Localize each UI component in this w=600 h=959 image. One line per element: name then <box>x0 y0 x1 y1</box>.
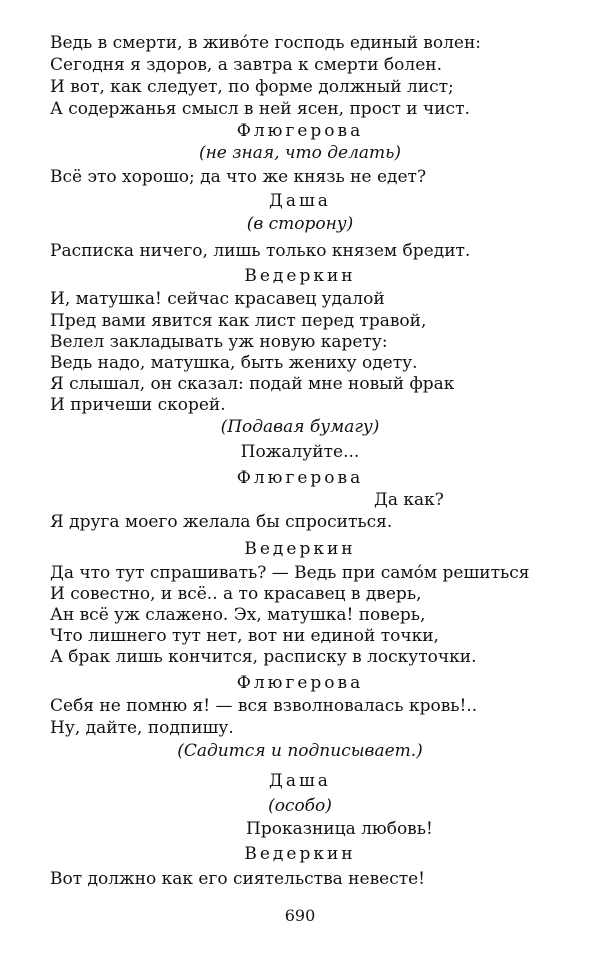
verse-line: Я друга моего желала бы спроситься. <box>50 512 393 532</box>
speaker-name: Ведеркин <box>244 539 356 559</box>
verse-line: Расписка ничего, лишь только князем бредит. <box>50 241 471 261</box>
verse-line: Велел закладывать уж новую карету: <box>50 332 388 352</box>
verse-line: И, матушка! сейчас красавец удалой <box>50 289 385 309</box>
verse-line: Пожалуйте... <box>240 442 360 462</box>
stage-direction: (в сторону) <box>246 214 354 234</box>
verse-line: Да что тут спрашивать? — Ведь при само́м решиться <box>50 563 530 583</box>
verse-line: Вот должно как его сиятельства невесте! <box>50 869 426 889</box>
verse-line: И совестно, и всё.. а то красавец в дверь, <box>50 584 422 604</box>
speaker-name: Даша <box>269 771 331 791</box>
speaker-name: Флюгерова <box>236 468 364 488</box>
stage-direction: (Подавая бумагу) <box>220 417 380 437</box>
verse-line: Всё это хорошо; да что же князь не едет? <box>50 167 427 187</box>
stage-direction: (особо) <box>268 796 332 816</box>
speaker-name: Флюгерова <box>236 121 364 141</box>
verse-line: И причеши скорей. <box>50 395 226 415</box>
speaker-name: Ведеркин <box>244 266 356 286</box>
verse-line: А содержанья смысл в ней ясен, прост и чист. <box>50 99 470 119</box>
verse-line: Что лишнего тут нет, вот ни единой точки, <box>50 626 439 646</box>
page-number: 690 <box>284 906 316 925</box>
verse-line: А брак лишь кончится, расписку в лоскуточки. <box>50 647 477 667</box>
stage-direction: (Садится и подписывает.) <box>177 741 423 761</box>
stage-direction: (не зная, что делать) <box>198 143 402 163</box>
verse-line: Ведь надо, матушка, быть жениху одету. <box>50 353 418 373</box>
speaker-name: Даша <box>269 191 331 211</box>
verse-line: Ну, дайте, подпишу. <box>50 718 234 738</box>
verse-line: Ведь в смерти, в живо́те господь единый волен: <box>50 33 482 53</box>
speaker-name: Флюгерова <box>236 673 364 693</box>
verse-line: И вот, как следует, по форме должный лист; <box>50 77 454 97</box>
verse-line: Себя не помню я! — вся взволновалась кровь!.. <box>50 696 478 716</box>
verse-line: Да как? <box>374 490 444 510</box>
verse-line: Пред вами явится как лист перед травой, <box>50 311 427 331</box>
speaker-name: Ведеркин <box>244 844 356 864</box>
verse-line: Ан всё уж слажено. Эх, матушка! поверь, <box>50 605 426 625</box>
verse-line: Проказница любовь! <box>246 819 433 839</box>
verse-line: Сегодня я здоров, а завтра к смерти болен. <box>50 55 442 75</box>
verse-line: Я слышал, он сказал: подай мне новый фрак <box>50 374 455 394</box>
